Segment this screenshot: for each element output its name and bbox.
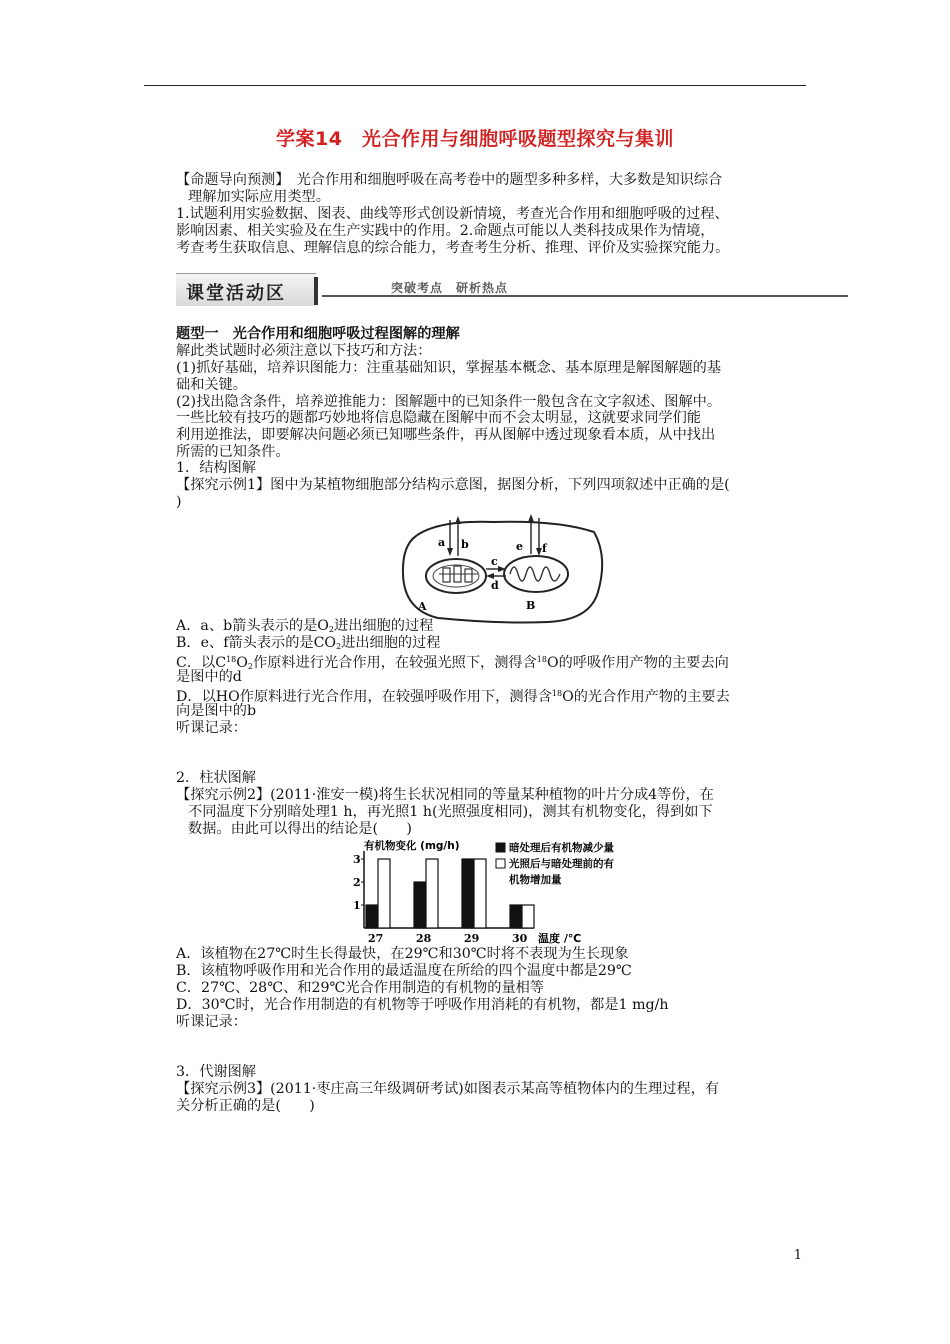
body-line: 所需的已知条件。 bbox=[176, 444, 290, 460]
legend-swatch-dark bbox=[496, 843, 505, 852]
bar-dark-decrease bbox=[366, 905, 378, 928]
bar-light-increase bbox=[474, 859, 486, 928]
top-rule bbox=[144, 85, 806, 86]
label-A: A bbox=[418, 600, 427, 613]
notes-label: 听课记录： bbox=[176, 1014, 247, 1030]
question-line: ) bbox=[176, 494, 182, 510]
grana-stack bbox=[465, 569, 472, 582]
body-line: (2)找出隐含条件，培养逆推能力：图解题中的已知条件一般包含在文字叙述、图解中。 bbox=[176, 394, 722, 410]
option-c[interactable]: C．以$C^{18}O_2$作原料进行光合作用，在较强光照下，测得含$^{18}$O的呼吸作用产物的主要去向 bbox=[176, 655, 729, 671]
question-line: 【探究示例3】(2011·枣庄高三年级调研考试)如图表示某高等植物体内的生理过程，有 bbox=[176, 1081, 720, 1097]
question-line: 【探究示例1】图中为某植物细胞部分结构示意图，据图分析，下列四项叙述中正确的是( bbox=[176, 477, 730, 493]
legend-label: 暗处理后有机物减少量 bbox=[509, 842, 614, 854]
body-line: 础和关键。 bbox=[176, 377, 247, 393]
question-line: 【探究示例2】(2011·淮安一模)将生长状况相同的等量某种植物的叶片分成4等份，在 bbox=[176, 787, 714, 803]
bar-dark-decrease bbox=[414, 882, 426, 928]
bar-light-increase bbox=[426, 859, 438, 928]
body-line: 一些比较有技巧的题都巧妙地将信息隐藏在图解中而不会太明显，这就要求同学们能 bbox=[176, 410, 701, 426]
option-b[interactable]: B．该植物呼吸作用和光合作用的最适温度在所给的四个温度中都是29℃ bbox=[176, 963, 632, 979]
question-line: 数据。由此可以得出的结论是( ) bbox=[188, 821, 412, 837]
arrow-b-head bbox=[455, 516, 461, 524]
body-line: 利用逆推法，即要解决问题必须已知哪些条件，再从图解中透过现象看本质，从中找出 bbox=[176, 427, 716, 443]
y-axis-label: 有机物变化 (mg/h) bbox=[364, 840, 460, 852]
banner-divider bbox=[314, 277, 318, 305]
x-tick-label: 27 bbox=[368, 932, 384, 945]
intro-line: 1.试题利用实验数据、图表、曲线等形式创设新情境，考查光合作用和细胞呼吸的过程、 bbox=[176, 206, 729, 222]
x-tick-label: 30 bbox=[512, 932, 528, 945]
label-b: b bbox=[461, 538, 469, 551]
page-number: 1 bbox=[793, 1248, 802, 1263]
question-line: 关分析正确的是( ) bbox=[176, 1098, 315, 1114]
option-d[interactable]: D．以HO作原料进行光合作用，在较强呼吸作用下，测得含$^{18}$O的光合作用产物的主要去 bbox=[176, 689, 730, 705]
x-tick-label: 28 bbox=[416, 932, 432, 945]
label-e: e bbox=[516, 540, 523, 553]
question-line: 不同温度下分别暗处理1 h，再光照1 h(光照强度相同)，测其有机物变化，得到如下 bbox=[188, 804, 713, 820]
x-axis-label: 温度 /℃ bbox=[538, 932, 582, 945]
option-d-cont: 向是图中的b bbox=[176, 703, 257, 719]
option-a[interactable]: A．该植物在27℃时生长得最快，在29℃和30℃时将不表现为生长现象 bbox=[176, 946, 629, 962]
bar-dark-decrease bbox=[510, 905, 522, 928]
banner-title: 课堂活动区 bbox=[186, 283, 286, 304]
x-tick-label: 29 bbox=[464, 932, 480, 945]
grana-stack bbox=[443, 568, 450, 582]
arrow-a-head bbox=[447, 548, 453, 556]
bar-light-increase bbox=[522, 905, 534, 928]
intro-line: 【命题导向预测】 光合作用和细胞呼吸在高考卷中的题型多种多样，大多数是知识综合 bbox=[176, 172, 723, 188]
label-f: f bbox=[542, 542, 547, 555]
page-title: 学案14 光合作用与细胞呼吸题型探究与集训 bbox=[276, 128, 674, 150]
chloroplast-outline bbox=[426, 559, 486, 593]
bar-light-increase bbox=[378, 859, 390, 928]
intro-line: 考查考生获取信息、理解信息的综合能力，考查考生分析、推理、评价及实验探究能力。 bbox=[176, 240, 730, 256]
body-line: (1)抓好基础，培养识图能力：注重基础知识，掌握基本概念、基本原理是解图解题的基 bbox=[176, 360, 722, 376]
bar-dark-decrease bbox=[462, 859, 474, 928]
cell-structure-diagram bbox=[398, 512, 608, 630]
option-c-cont: 是图中的d bbox=[176, 669, 242, 685]
legend-label: 光照后与暗处理前的有 bbox=[509, 858, 614, 870]
arrow-e-head bbox=[528, 514, 534, 522]
label-a: a bbox=[438, 536, 446, 549]
section-heading: 题型一 光合作用和细胞呼吸过程图解的理解 bbox=[176, 326, 460, 342]
temperature-bar-chart bbox=[336, 838, 656, 950]
label-B: B bbox=[526, 599, 536, 612]
y-tick-label: 3 bbox=[353, 853, 361, 866]
intro-line: 影响因素、相关实验及在生产实践中的作用。2.命题点可能以人类科技成果作为情境， bbox=[176, 223, 715, 239]
y-tick-label: 1 bbox=[353, 899, 361, 912]
subsection-title: 1．结构图解 bbox=[176, 460, 256, 476]
notes-label: 听课记录： bbox=[176, 720, 247, 736]
mitochondrion-cristae bbox=[510, 567, 560, 581]
option-c[interactable]: C．27℃、28℃、和29℃光合作用制造的有机物的量相等 bbox=[176, 980, 545, 996]
banner-subtitle: 突破考点 研析热点 bbox=[391, 281, 509, 295]
y-tick-label: 2 bbox=[353, 876, 361, 889]
option-b[interactable]: B．e、f箭头表示的是$CO_2$进出细胞的过程 bbox=[176, 635, 441, 651]
label-d: d bbox=[491, 579, 499, 592]
option-d[interactable]: D．30℃时，光合作用制造的有机物等于呼吸作用消耗的有机物，都是1 mg/h bbox=[176, 997, 669, 1013]
label-c: c bbox=[491, 555, 498, 568]
legend-label: 机物增加量 bbox=[509, 874, 562, 886]
banner-box bbox=[176, 273, 316, 306]
legend-swatch-light bbox=[496, 859, 505, 868]
intro-line: 理解加实际应用类型。 bbox=[188, 189, 330, 205]
option-a[interactable]: A．a、b箭头表示的是$O_2$进出细胞的过程 bbox=[176, 618, 434, 634]
cell-wall-outline bbox=[403, 522, 602, 623]
section-banner bbox=[176, 273, 848, 307]
subsection-title: 2．柱状图解 bbox=[176, 770, 256, 786]
mitochondrion-outline bbox=[504, 556, 568, 592]
subsection-title: 3．代谢图解 bbox=[176, 1064, 256, 1080]
body-line: 解此类试题时必须注意以下技巧和方法： bbox=[176, 343, 432, 359]
